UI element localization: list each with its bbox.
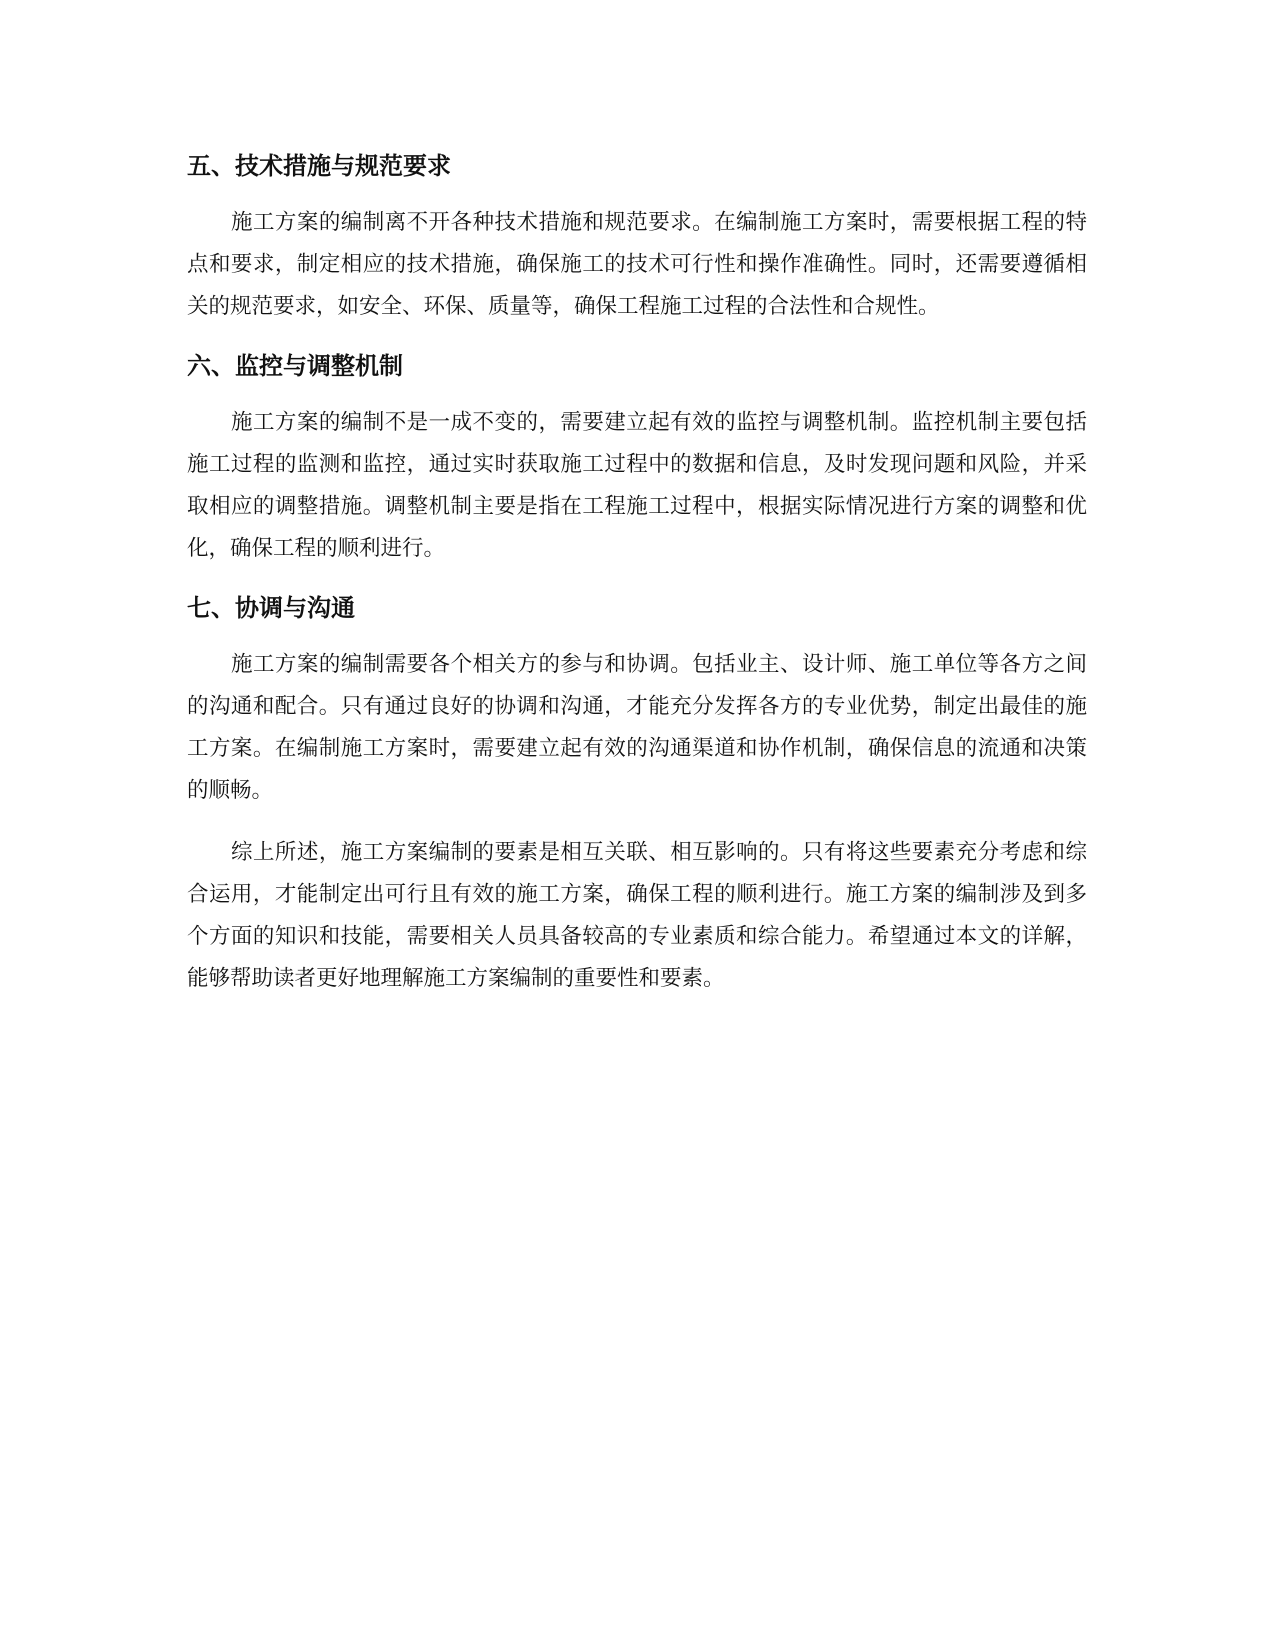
section-paragraph-7: 施工方案的编制需要各个相关方的参与和协调。包括业主、设计师、施工单位等各方之间的沟通和配合。只有通过良好的协调和沟通，才能充分发挥各方的专业优势，制定出最佳的施工方案。在编制施工方案时，需要建立起有效的沟通渠道和协作机制，确保信息的流通和决策的顺畅。 xyxy=(187,652,1087,803)
section-heading-5: 五、技术措施与规范要求 xyxy=(187,152,451,180)
section-paragraph-5: 施工方案的编制离不开各种技术措施和规范要求。在编制施工方案时，需要根据工程的特点和要求，制定相应的技术措施，确保施工的技术可行性和操作准确性。同时，还需要遵循相关的规范要求，如安全、环保、质量等，确保工程施工过程的合法性和合规性。 xyxy=(187,210,1087,319)
conclusion-paragraph: 综上所述，施工方案编制的要素是相互关联、相互影响的。只有将这些要素充分考虑和综合运用，才能制定出可行且有效的施工方案，确保工程的顺利进行。施工方案的编制涉及到多个方面的知识和技能，需要相关人员具备较高的专业素质和综合能力。希望通过本文的详解，能够帮助读者更好地理解施工方案编制的重要性和要素。 xyxy=(187,840,1087,991)
section-paragraph-6: 施工方案的编制不是一成不变的，需要建立起有效的监控与调整机制。监控机制主要包括施工过程的监测和监控，通过实时获取施工过程中的数据和信息，及时发现问题和风险，并采取相应的调整措施。调整机制主要是指在工程施工过程中，根据实际情况进行方案的调整和优化，确保工程的顺利进行。 xyxy=(187,410,1087,561)
document-content xyxy=(187,148,1087,1000)
section-heading-7: 七、协调与沟通 xyxy=(187,594,355,622)
section-heading-6: 六、监控与调整机制 xyxy=(187,352,403,380)
